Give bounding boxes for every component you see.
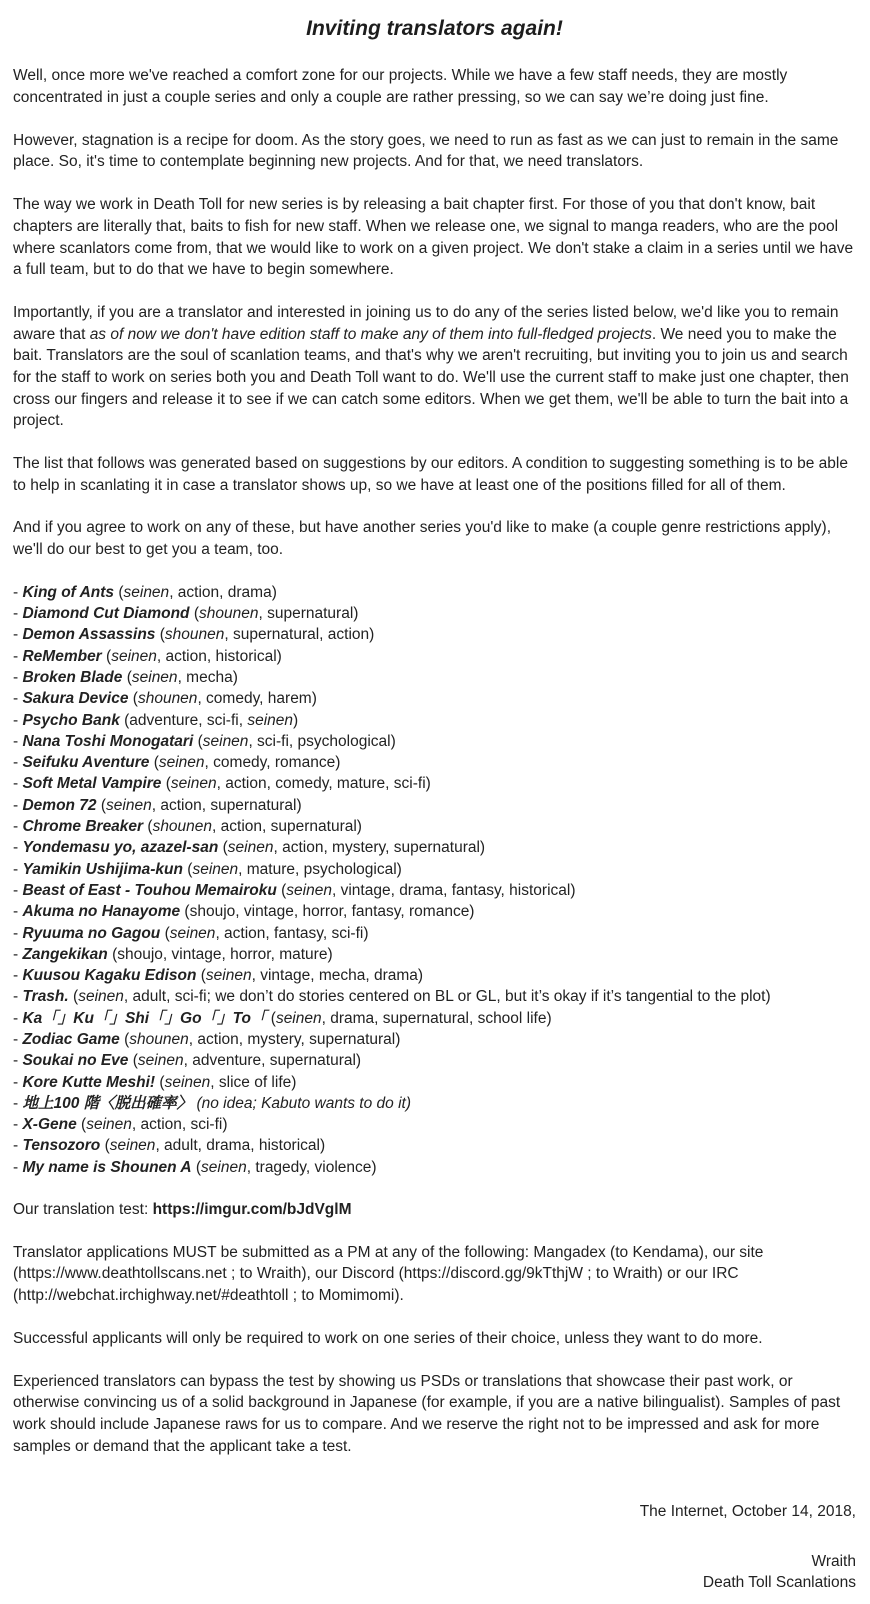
list-bullet: - — [13, 1073, 23, 1091]
text-segment: Successful applicants will only be required to work on one series of their choice, unless they want to do more. — [13, 1329, 763, 1347]
paragraph — [13, 453, 856, 496]
series-list — [13, 582, 856, 1178]
series-title: Yamikin Ushijima-kun — [22, 860, 183, 878]
paragraph — [13, 1328, 856, 1350]
text-segment: seinen — [170, 775, 217, 793]
series-item — [13, 688, 856, 709]
text-segment: , action, sci-fi) — [131, 1116, 228, 1134]
series-title: Demon Assassins — [22, 626, 156, 644]
text-segment: shounen — [164, 626, 225, 644]
text-segment: seinen — [131, 668, 178, 686]
translation-test-url: https://imgur.com/bJdVglM — [152, 1201, 352, 1219]
text-segment: ( — [197, 732, 203, 750]
outro-paragraphs — [13, 1242, 856, 1458]
list-bullet: - — [13, 924, 23, 942]
series-item — [13, 986, 856, 1007]
series-item — [13, 1157, 856, 1178]
series-item — [13, 603, 856, 624]
text-segment: , slice of life) — [210, 1073, 297, 1091]
series-item — [13, 1029, 856, 1050]
series-item — [13, 752, 856, 773]
text-segment: , comedy, harem) — [197, 690, 317, 708]
text-segment: ( — [200, 967, 206, 985]
series-item — [13, 880, 856, 901]
text-segment: seinen — [109, 1137, 156, 1155]
text-segment: , action, supernatural) — [151, 796, 302, 814]
text-segment: seinen — [123, 583, 170, 601]
text-segment: , supernatural, action) — [224, 626, 375, 644]
text-segment: Experienced translators can bypass the test by showing us PSDs or translations that showcase their past work, or otherwise convincing us of a solid background in Japanese (for example, if you are a native bilingualist). Samples of past work should include Japanese raws for us to compare. And we reserve the right not to be impressed and ask for more samples or demand that the applicant take a test. — [13, 1372, 841, 1455]
series-title: 地上100 階〈脱出確率〉 — [22, 1094, 193, 1112]
text-segment: ( — [159, 626, 165, 644]
series-title: Diamond Cut Diamond — [22, 605, 190, 623]
series-item — [13, 731, 856, 752]
series-title: Ryuuma no Gagou — [22, 924, 161, 942]
text-segment: , action, drama) — [169, 583, 277, 601]
signature-org: Death Toll Scanlations — [702, 1574, 856, 1592]
list-bullet: - — [13, 1052, 23, 1070]
series-item — [13, 710, 856, 731]
text-segment: , action, comedy, mature, sci-fi) — [216, 775, 431, 793]
series-title: Yondemasu yo, azazel-san — [22, 839, 219, 857]
text-segment: seinen — [202, 732, 249, 750]
text-segment: seinen — [158, 754, 205, 772]
text-segment: ( — [270, 1009, 276, 1027]
series-item — [13, 1093, 856, 1114]
series-title: Psycho Bank — [22, 711, 120, 729]
text-segment: , mature, psychological) — [238, 860, 402, 878]
intro-paragraphs — [13, 65, 856, 560]
list-bullet: - — [13, 945, 23, 963]
text-segment: ( — [164, 924, 170, 942]
text-segment: ( — [104, 1137, 110, 1155]
text-segment: , adult, drama, historical) — [155, 1137, 326, 1155]
list-bullet: - — [13, 796, 23, 814]
list-bullet: - — [13, 903, 23, 921]
text-segment: shounen — [129, 1031, 189, 1048]
series-title: Soft Metal Vampire — [22, 775, 162, 793]
text-segment: (shoujo, vintage, horror, mature) — [112, 945, 333, 963]
signature-name: Wraith — [811, 1552, 856, 1570]
series-item — [13, 944, 856, 965]
text-segment: ( — [195, 1158, 202, 1176]
series-item — [13, 1135, 856, 1156]
text-segment: , vintage, mecha, drama) — [251, 967, 424, 985]
series-title: X-Gene — [22, 1116, 77, 1134]
text-segment: ( — [193, 605, 200, 623]
text-segment: seinen — [169, 924, 216, 942]
list-bullet: - — [13, 668, 23, 686]
text-segment: shounen — [152, 818, 213, 836]
series-item — [13, 1114, 856, 1135]
list-bullet: - — [13, 583, 23, 601]
series-item — [13, 582, 856, 603]
list-bullet: - — [13, 1094, 23, 1112]
series-title: Trash. — [22, 988, 69, 1006]
paragraph — [13, 65, 856, 108]
series-item — [13, 816, 856, 837]
text-segment: seinen — [205, 967, 252, 985]
text-segment: ( — [106, 647, 112, 665]
text-segment: The way we work in Death Toll for new series is by releasing a bait chapter first. For those of you that don't know, bait chapters are literally that, baits to fish for new staff. When we release one, we signal to manga readers, who are the pool where scanlators come from, that we would like to work on a given project. We don't stake a claim in a series until we have a full team, but to do that we have to begin somewhere. — [13, 196, 854, 279]
list-bullet: - — [13, 1137, 23, 1155]
page-title: Inviting translators again! — [306, 17, 563, 40]
text-segment: seinen — [86, 1116, 132, 1134]
text-segment: , action, mystery, supernatural) — [273, 839, 486, 857]
list-bullet: - — [13, 839, 23, 857]
series-title: Seifuku Aventure — [22, 754, 150, 772]
series-title: Tensozoro — [22, 1137, 101, 1155]
text-segment: ( — [132, 690, 138, 708]
text-segment: seinen — [78, 988, 124, 1006]
series-title: Kore Kutte Meshi! — [22, 1073, 156, 1091]
series-item — [13, 1050, 856, 1071]
text-segment: ( — [153, 754, 159, 772]
list-bullet: - — [13, 818, 23, 836]
paragraph — [13, 1371, 856, 1458]
paragraph — [13, 130, 856, 173]
list-bullet: - — [13, 690, 23, 708]
text-segment: ( — [281, 881, 287, 899]
text-segment: , drama, supernatural, school life) — [321, 1009, 552, 1027]
list-bullet: - — [13, 967, 23, 985]
text-segment: as of now we don't have edition staff to make any of them into full-fledged projects — [89, 325, 652, 343]
series-item — [13, 1008, 856, 1029]
text-segment: , action, historical) — [156, 647, 282, 665]
list-bullet: - — [13, 647, 23, 665]
series-item — [13, 859, 856, 880]
series-item — [13, 923, 856, 944]
list-bullet: - — [13, 711, 23, 729]
series-title: Beast of East - Touhou Memairoku — [22, 881, 277, 899]
text-segment: shounen — [199, 605, 259, 623]
text-segment: ( — [118, 583, 124, 601]
text-segment: seinen — [106, 796, 152, 814]
text-segment: , tragedy, violence) — [246, 1158, 377, 1176]
text-segment: ( — [73, 988, 79, 1006]
text-segment: , adventure, supernatural) — [183, 1052, 362, 1070]
text-segment: ( — [124, 1031, 130, 1048]
text-segment: ( — [165, 775, 171, 793]
series-item — [13, 837, 856, 858]
text-segment: ( — [100, 796, 107, 814]
list-bullet: - — [13, 626, 23, 644]
series-item — [13, 901, 856, 922]
text-segment: ( — [159, 1073, 165, 1091]
text-segment: , mecha) — [177, 668, 238, 686]
date-line: The Internet, October 14, 2018, — [639, 1503, 856, 1521]
text-segment: seinen — [164, 1073, 211, 1091]
text-segment: seinen — [201, 1158, 247, 1176]
list-bullet: - — [13, 1031, 23, 1048]
series-item — [13, 773, 856, 794]
text-segment: ( — [222, 839, 228, 857]
series-title: Chrome Breaker — [22, 818, 144, 836]
text-segment: seinen — [227, 839, 274, 857]
list-bullet: - — [13, 1009, 23, 1027]
list-bullet: - — [13, 775, 23, 793]
series-item — [13, 1072, 856, 1093]
paragraph — [13, 1242, 856, 1307]
series-title: My name is Shounen A — [22, 1158, 192, 1176]
text-segment: , adult, sci-fi; we don’t do stories centered on BL or GL, but it’s okay if it’s tangential to the plot) — [123, 988, 771, 1006]
text-segment: , action, mystery, supernatural) — [188, 1031, 401, 1048]
series-title: Akuma no Hanayome — [22, 903, 181, 921]
text-segment: ( — [81, 1116, 87, 1134]
text-segment: , vintage, drama, fantasy, historical) — [331, 881, 576, 899]
series-title: Demon 72 — [22, 796, 97, 814]
text-segment: ( — [126, 668, 132, 686]
series-item — [13, 646, 856, 667]
list-bullet: - — [13, 988, 23, 1006]
series-item — [13, 795, 856, 816]
series-title: Nana Toshi Monogatari — [22, 732, 194, 750]
translation-test-line — [13, 1199, 856, 1221]
text-segment: Well, once more we've reached a comfort zone for our projects. While we have a few staff needs, they are mostly concentrated in just a couple series and only a couple are rather pressing, so we can say we’re doing just fine. — [13, 67, 788, 107]
text-segment: seinen — [247, 711, 294, 729]
list-bullet: - — [13, 881, 23, 899]
text-segment: , comedy, romance) — [204, 754, 341, 772]
list-bullet: - — [13, 1158, 23, 1176]
text-segment: However, stagnation is a recipe for doom. As the story goes, we need to run as fast as we can just to remain in the same place. So, it's time to contemplate beginning new projects. And for that, we need translators. — [13, 131, 839, 171]
paragraph — [13, 302, 856, 432]
series-item — [13, 667, 856, 688]
paragraph — [13, 517, 856, 560]
series-title: Broken Blade — [22, 668, 123, 686]
series-item — [13, 624, 856, 645]
list-bullet: - — [13, 605, 23, 623]
text-segment: Translator applications MUST be submitted as a PM at any of the following: Mangadex (to Kendama), our site (https://www.deathtollscans.net ; to Wraith), our Discord (https://discord.gg/9kTthjW ; to Wraith) or our IRC (http://webchat.irchighway.net/#deathtoll ; to Momimomi). — [13, 1243, 764, 1305]
text-segment: seinen — [286, 881, 332, 899]
series-item — [13, 965, 856, 986]
text-segment: The list that follows was generated based on suggestions by our editors. A condition to suggesting something is to be able to help in scanlating it in case a translator shows up, so we have at least one of the positions filled for all of them. — [13, 455, 848, 494]
text-segment: (shoujo, vintage, horror, fantasy, romance) — [184, 903, 475, 921]
text-segment: seinen — [192, 860, 239, 878]
list-bullet: - — [13, 860, 23, 878]
text-segment: . We need you to make the bait. Translators are the soul of scanlation teams, and that's why we aren't recruiting, but inviting you to join us and search for the staff to work on series both you and Death Toll want to do. We'll use the current staff to make just one chapter, then cross our fingers and release it to see if we can catch some editors. When we get them, we'll be able to turn the bait into a project. — [13, 325, 849, 430]
text-segment: (no idea; Kabuto wants to do it) — [196, 1094, 412, 1112]
translation-test-label: Our translation test: — [13, 1201, 153, 1219]
series-title: King of Ants — [22, 583, 115, 601]
series-title: Sakura Device — [22, 690, 129, 708]
series-title: Soukai no Eve — [22, 1052, 129, 1070]
text-segment: ( — [132, 1052, 138, 1070]
text-segment: Importantly, if you are a translator and interested in joining us to do any of the series listed below, we'd like you to remain aware that — [13, 303, 839, 343]
text-segment: ( — [187, 860, 193, 878]
text-segment: , action, supernatural) — [212, 818, 362, 836]
series-title: Zodiac Game — [22, 1031, 120, 1048]
text-segment: shounen — [137, 690, 198, 708]
series-title: Kuusou Kagaku Edison — [22, 967, 197, 985]
text-segment: ) — [293, 711, 299, 729]
text-segment: , action, fantasy, sci-fi) — [215, 924, 369, 942]
text-segment: And if you agree to work on any of these, but have another series you'd like to make (a couple genre restrictions apply), we'll do our best to get you a team, too. — [13, 519, 832, 559]
series-title: Zangekikan — [22, 945, 108, 963]
series-title: ReMember — [22, 647, 102, 665]
paragraph — [13, 194, 856, 281]
text-segment: seinen — [275, 1009, 322, 1027]
list-bullet: - — [13, 732, 23, 750]
text-segment: seinen — [111, 647, 157, 665]
series-title: Ka「」Ku「」Shi「」Go「」To「 — [22, 1009, 267, 1027]
text-segment: , sci-fi, psychological) — [248, 732, 396, 750]
list-bullet: - — [13, 1116, 23, 1134]
text-segment: seinen — [137, 1052, 184, 1070]
text-segment: ( — [147, 818, 153, 836]
text-segment: (adventure, sci-fi, — [124, 711, 248, 729]
list-bullet: - — [13, 754, 23, 772]
text-segment: , supernatural) — [258, 605, 359, 623]
